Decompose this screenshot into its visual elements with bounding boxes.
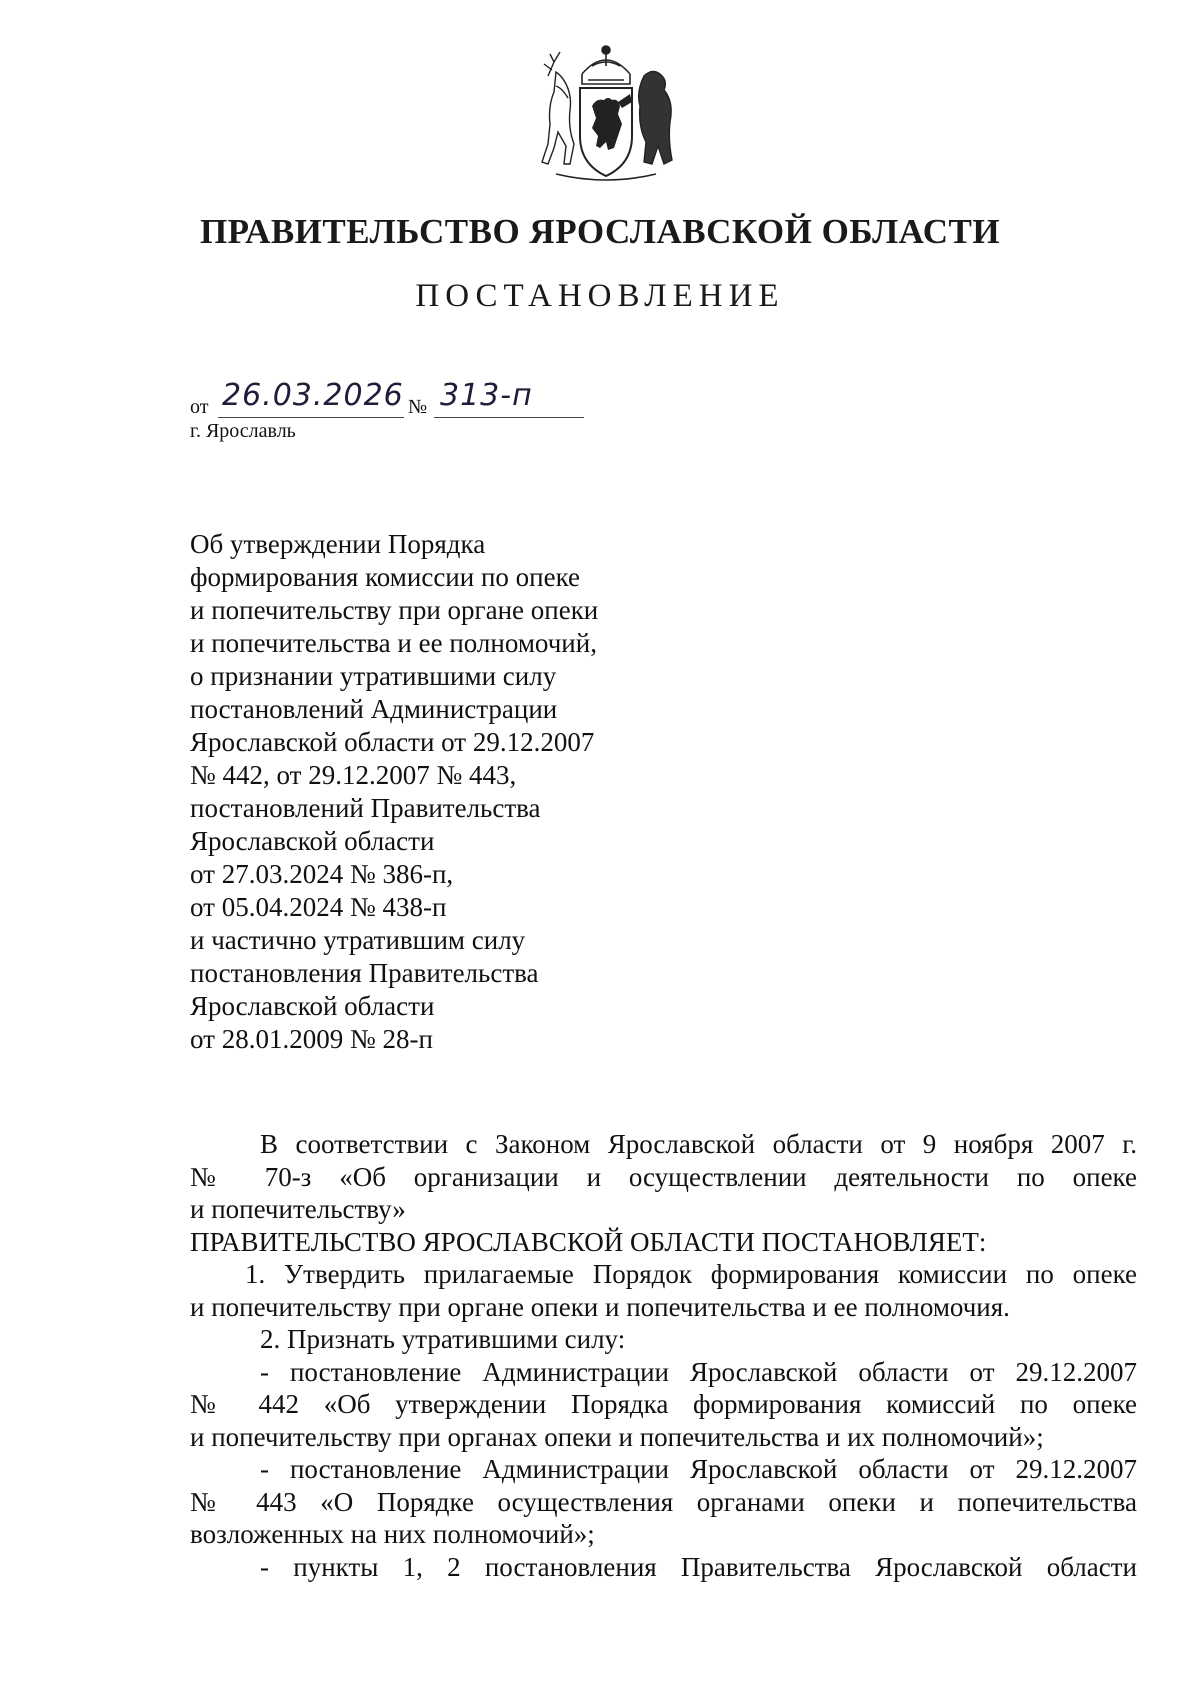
date-label: от	[190, 396, 209, 418]
item-line: - пункты 1, 2 постановления Правительства Ярославской области	[260, 1551, 1137, 1582]
city-name: г. Ярославль	[190, 420, 296, 442]
document-type: ПОСТАНОВЛЕНИЕ	[415, 278, 785, 314]
subject-line: постановления Правительства	[190, 958, 539, 988]
organization-title: ПРАВИТЕЛЬСТВО ЯРОСЛАВСКОЙ ОБЛАСТИ	[199, 212, 1001, 251]
decree-heading: ПРАВИТЕЛЬСТВО ЯРОСЛАВСКОЙ ОБЛАСТИ ПОСТАНОВЛЯЕТ:	[190, 1226, 987, 1257]
item-line: и попечительству при органах опеки и попечительства и их полномочий»;	[190, 1421, 1044, 1452]
subject-line: формирования комиссии по опеке	[190, 562, 581, 592]
item-line: № 442 «Об утверждении Порядка формирования комиссий по опеке	[190, 1389, 1137, 1419]
item-line: 2. Признать утратившими силу:	[260, 1324, 626, 1354]
date-underline	[218, 417, 404, 418]
preamble-line: В соответствии с Законом Ярославской области от 9 ноября 2007 г.	[260, 1129, 1137, 1159]
handwritten-number: 313-п	[440, 378, 533, 413]
handwritten-date: 26.03.2026	[222, 378, 404, 413]
item-line: - постановление Администрации Ярославской области от 29.12.2007	[260, 1454, 1137, 1484]
number-underline	[434, 417, 584, 418]
subject-line: постановлений Администрации	[190, 694, 558, 724]
subject-line: Ярославской области от 29.12.2007	[190, 727, 595, 757]
item-line: возложенных на них полномочий»;	[190, 1519, 595, 1549]
document-subject	[190, 528, 750, 1056]
subject-line: постановлений Правительства	[190, 793, 541, 823]
subject-line: от 27.03.2024 № 386-п,	[190, 859, 454, 889]
subject-line: и частично утратившим силу	[190, 925, 526, 955]
number-label: №	[408, 396, 428, 418]
item-line: - постановление Администрации Ярославской области от 29.12.2007	[260, 1356, 1137, 1387]
preamble-line: и попечительству»	[190, 1194, 406, 1224]
registration-line	[190, 378, 610, 418]
subject-line: Ярославской области	[190, 991, 435, 1021]
subject-line: № 442, от 29.12.2007 № 443,	[190, 760, 517, 790]
item-line: № 443 «О Порядке осуществления органами опеки и попечительства	[190, 1486, 1137, 1517]
coat-of-arms-emblem	[526, 36, 686, 196]
subject-line: Об утверждении Порядка	[190, 529, 486, 559]
subject-line: от 28.01.2009 № 28-п	[190, 1024, 433, 1054]
subject-line: и попечительства и ее полномочий,	[190, 628, 597, 658]
item-line: и попечительству при органе опеки и попечительства и ее полномочия.	[190, 1291, 1010, 1322]
preamble-line: № 70-з «Об организации и осуществлении деятельности по опеке	[190, 1161, 1137, 1192]
subject-line: Ярославской области	[190, 826, 435, 856]
subject-line: о признании утратившими силу	[190, 661, 557, 691]
subject-line: от 05.04.2024 № 438-п	[190, 892, 447, 922]
item-line: 1. Утвердить прилагаемые Порядок формирования комиссии по опеке	[245, 1259, 1137, 1289]
subject-line: и попечительству при органе опеки	[190, 595, 599, 625]
document-body	[190, 1128, 1137, 1583]
